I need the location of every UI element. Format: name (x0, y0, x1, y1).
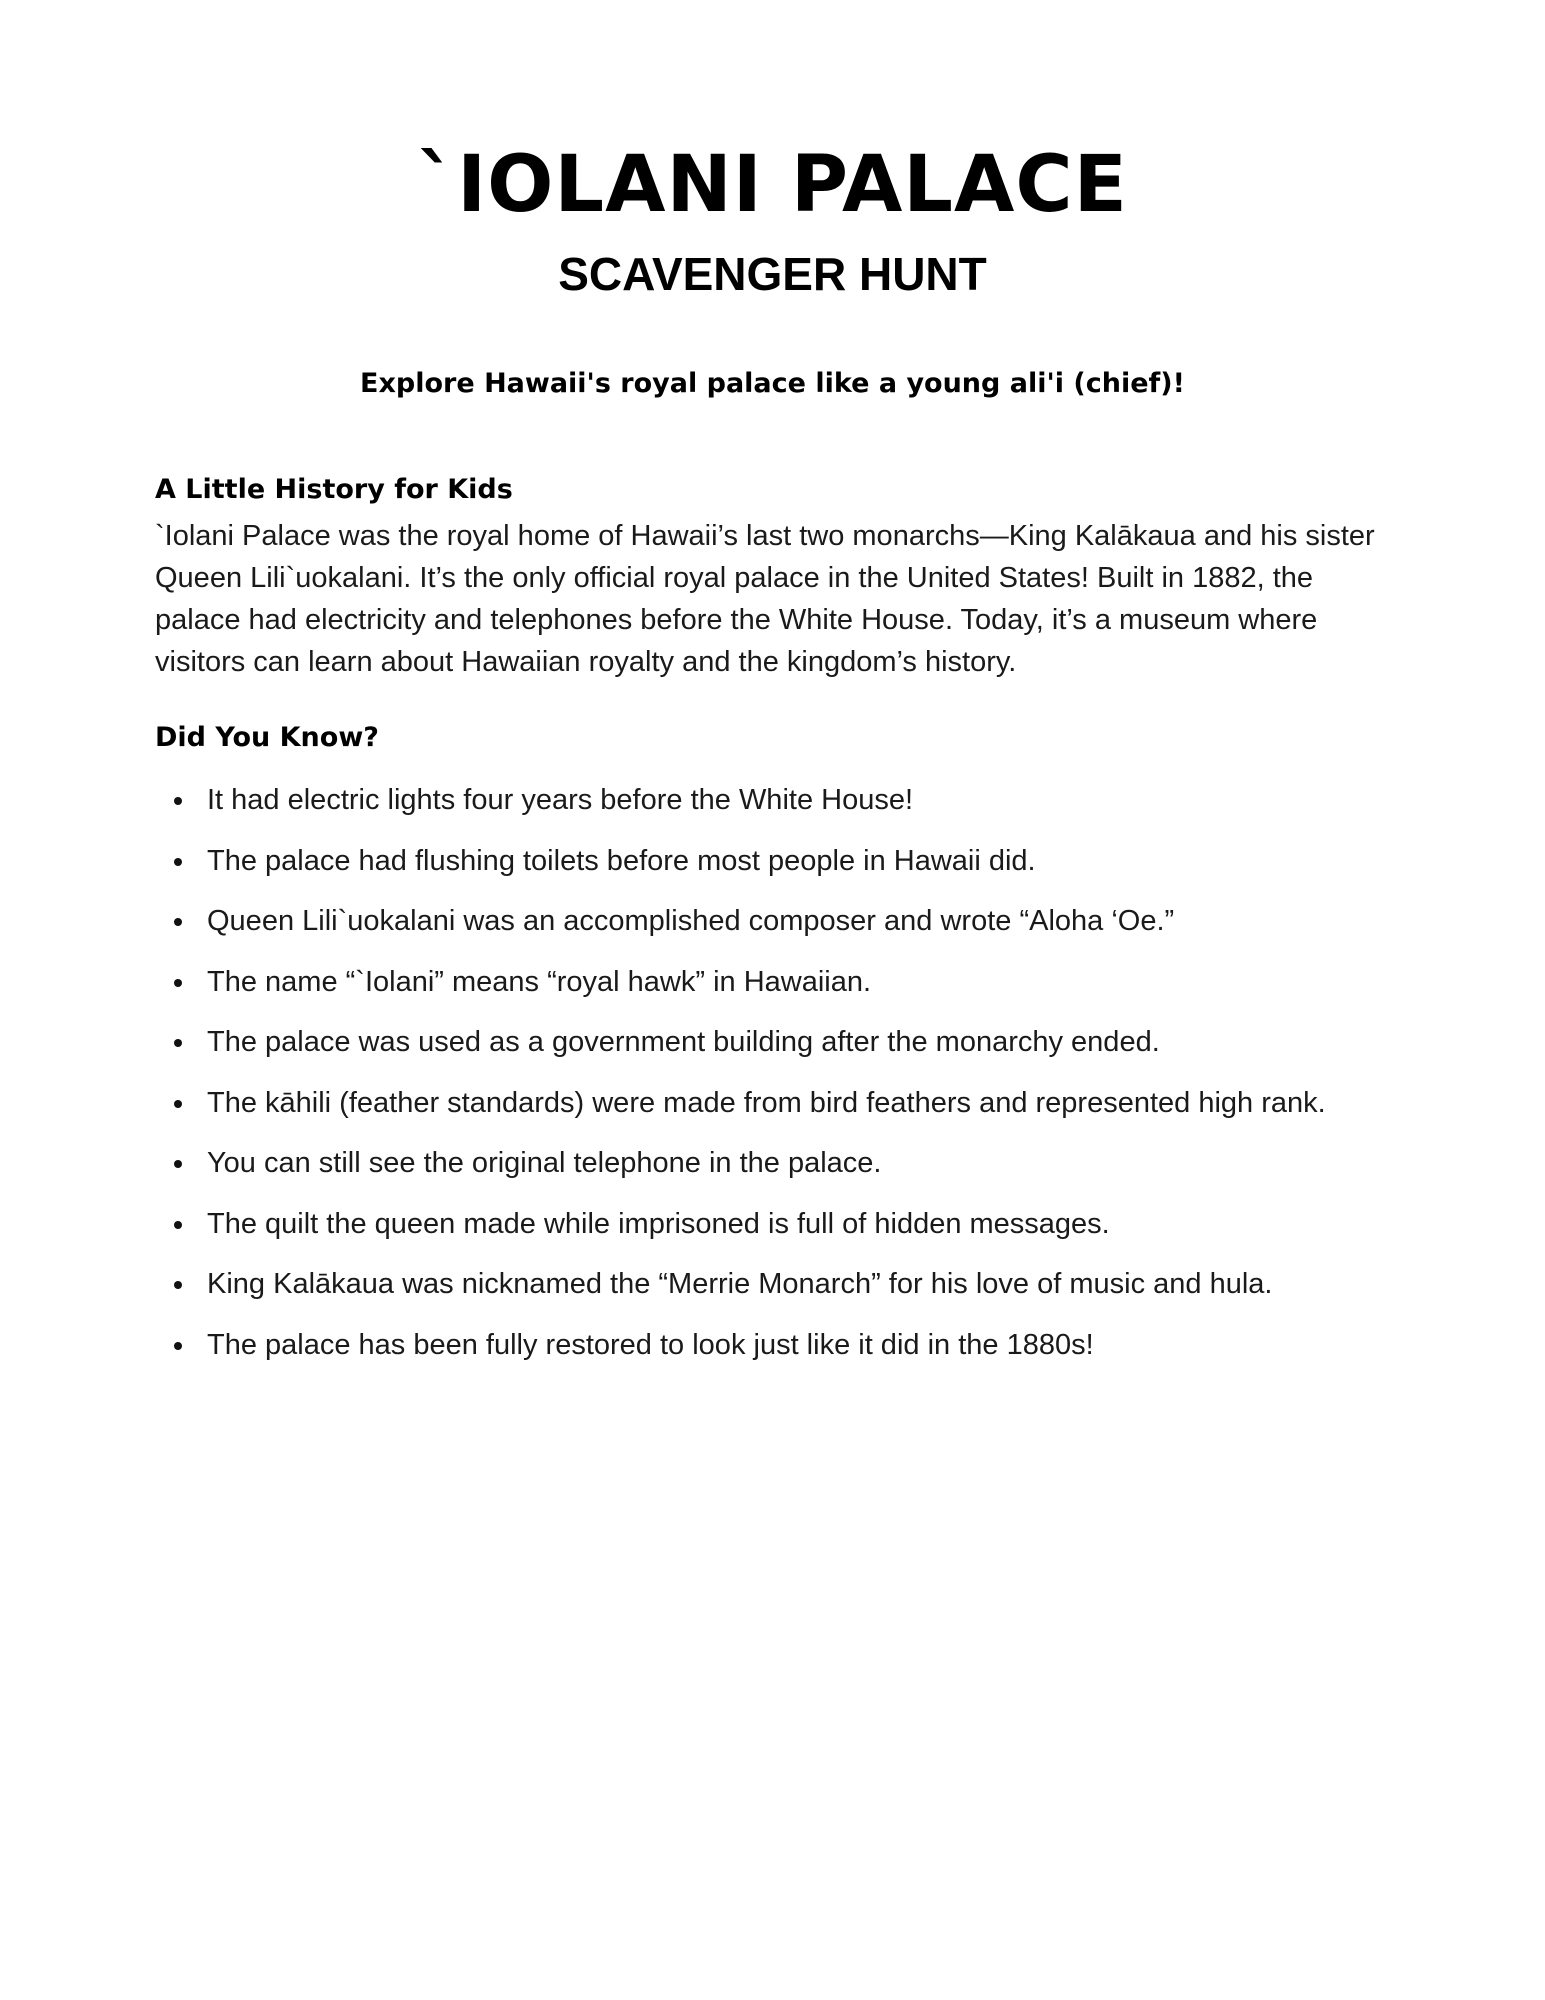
fact-text: It had electric lights four years before the White House! (207, 784, 914, 816)
list-item (155, 1315, 1385, 1376)
fact-text: The palace was used as a government building after the monarchy ended. (207, 1026, 1160, 1058)
bullet-icon (174, 797, 182, 805)
fact-text: The palace has been fully restored to look just like it did in the 1880s! (207, 1328, 1094, 1361)
fact-text: The quilt the queen made while imprisoned is full of hidden messages. (207, 1207, 1110, 1240)
list-item (155, 1133, 1385, 1194)
page-title: `IOLANI PALACE (417, 140, 1128, 230)
fact-text: The kāhili (feather standards) were made from bird feathers and represented high rank. (207, 1086, 1326, 1119)
fact-text: King Kalākaua was nicknamed the “Merrie Monarch” for his love of music and hula. (207, 1268, 1273, 1300)
bullet-icon (174, 1281, 182, 1289)
facts-list (155, 770, 1385, 1375)
list-item (155, 1254, 1385, 1315)
bullet-icon (174, 1221, 182, 1229)
bullet-icon (174, 1342, 182, 1350)
list-item (155, 1194, 1385, 1255)
fact-text: Queen Lili`uokalani was an accomplished composer and wrote “Aloha ‘Oe.” (207, 905, 1175, 937)
fact-text: The name “`Iolani” means “royal hawk” in Hawaiian. (207, 965, 872, 998)
bullet-icon (174, 1160, 182, 1168)
bullet-icon (174, 1039, 182, 1047)
bullet-icon (174, 918, 182, 926)
tagline: Explore Hawaii's royal palace like a young ali'i (chief)! (360, 368, 1185, 399)
list-item (155, 770, 1385, 831)
bullet-icon (174, 1100, 182, 1108)
list-item (155, 831, 1385, 892)
list-item (155, 952, 1385, 1013)
list-item (155, 1073, 1385, 1134)
bullet-icon (174, 979, 182, 987)
bullet-icon (174, 858, 182, 866)
fact-text: The palace had flushing toilets before most people in Hawaii did. (207, 844, 1036, 877)
list-item (155, 891, 1385, 952)
history-heading: A Little History for Kids (155, 474, 513, 505)
history-paragraph: `Iolani Palace was the royal home of Hawaii’s last two monarchs—King Kalākaua and his sister Queen Lili`uokalani. It’s the only official royal palace in the United States! Built in 1882, the palace had electricity and telephones before the White House. Today, it’s a museum where visitors can learn about Hawaiian royalty and the kingdom’s history. (155, 520, 1375, 678)
fact-text: You can still see the original telephone in the palace. (207, 1147, 882, 1179)
page-subtitle: SCAVENGER HUNT (558, 248, 987, 300)
did-you-know-heading: Did You Know? (155, 722, 379, 753)
list-item (155, 1012, 1385, 1073)
